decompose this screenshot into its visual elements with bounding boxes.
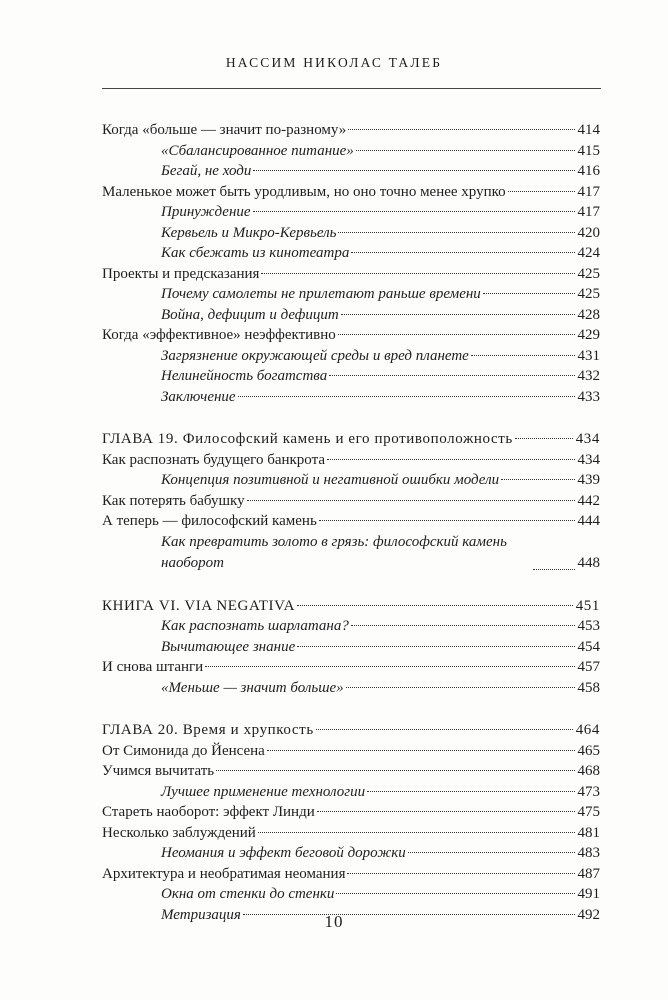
toc-entry-title: Как потерять бабушку: [102, 492, 245, 509]
dot-leader: [261, 273, 574, 274]
toc-entry-page: 434: [577, 451, 600, 468]
toc-entry-title: Метризация: [161, 906, 241, 923]
toc-entry-title: ГЛАВА 19. Философский камень и его противоположность: [102, 431, 513, 447]
toc-entry-title: Как распознать будущего банкрота: [102, 451, 326, 468]
toc-entry: [102, 264, 600, 285]
toc-entry-page: 431: [577, 347, 600, 364]
toc-subentry: [161, 305, 600, 326]
toc-entry-page: 439: [577, 472, 600, 488]
toc-entry-title: Окна от стенки до стенки: [161, 886, 335, 902]
toc-subentry: [161, 284, 600, 305]
toc-entry-title: Нелинейность богатства: [161, 368, 328, 384]
toc-entry-title: Загрязнение окружающей среды и вред планете: [161, 347, 469, 364]
dot-leader: [367, 791, 574, 792]
toc-entry-title: Заключение: [161, 388, 236, 405]
toc-entry-page: 468: [577, 763, 600, 779]
toc-entry-page: 415: [577, 142, 600, 159]
toc-subentry: [161, 223, 600, 244]
toc-entry-page: 483: [577, 845, 600, 861]
toc-entry-title: И снова штанги: [102, 659, 204, 675]
toc-entry-page: 454: [577, 638, 600, 655]
toc-entry: [102, 761, 600, 782]
dot-leader: [351, 625, 575, 626]
toc-entry: [102, 596, 600, 617]
dot-leader: [338, 334, 575, 335]
toc-entry-title: Лучшее применение технологии: [161, 783, 366, 800]
toc-entry: [102, 325, 600, 346]
toc-entry-page: 417: [577, 204, 600, 220]
toc-subentry: [161, 637, 600, 658]
toc-subentry: [161, 532, 600, 574]
toc-spacer: [0, 574, 668, 596]
toc-entry: [102, 491, 600, 512]
running-head: НАССИМ НИКОЛАС ТАЛЕБ: [225, 55, 443, 70]
toc-entry-page: 429: [577, 327, 600, 343]
toc-spacer: [0, 407, 668, 429]
toc-entry-title: Кервьель и Микро-Кервьель: [161, 224, 337, 241]
toc-group: [0, 429, 668, 574]
toc-entry-page: 433: [577, 388, 600, 405]
dot-leader: [258, 832, 575, 833]
toc-entry-title: Война, дефицит и дефицит: [161, 306, 339, 323]
toc-entry-title: Проекты и предсказания: [102, 265, 260, 282]
toc-entry-title: ГЛАВА 20. Время и хрупкость: [102, 722, 314, 738]
toc-subentry: [161, 616, 600, 637]
toc-entry-page: 425: [577, 286, 600, 302]
toc-entry-page: 434: [575, 431, 600, 447]
toc-group: [0, 596, 668, 699]
dot-leader: [336, 893, 574, 894]
toc-entry-title: Как распознать шарлатана?: [161, 618, 349, 634]
toc-entry-title: Концепция позитивной и негативной ошибки модели: [161, 472, 500, 488]
header-rule: [102, 88, 601, 89]
toc-subentry: [161, 366, 600, 387]
toc-entry-page: 420: [577, 224, 600, 241]
toc-entry-title: Неомания и эффект беговой дорожки: [161, 845, 406, 861]
dot-leader: [351, 252, 574, 253]
toc-entry-title: Стареть наоборот: эффект Линди: [102, 804, 315, 820]
toc-entry-title: Когда «больше — значит по-разному»: [102, 122, 347, 138]
toc-entry-title: «Меньше — значит больше»: [161, 679, 344, 696]
toc-entry-title: От Симонида до Йенсена: [102, 742, 265, 759]
toc-entry-title: Когда «эффективное» неэффективно: [102, 327, 336, 343]
toc-subentry: [161, 678, 600, 699]
toc-entry: [102, 657, 600, 678]
dot-leader: [508, 191, 575, 192]
dot-leader: [327, 459, 574, 460]
toc-entry-page: 442: [577, 492, 600, 509]
toc-entry-title: Как сбежать из кинотеатра: [161, 245, 350, 261]
toc-entry-page: 464: [575, 722, 600, 738]
dot-leader: [297, 646, 574, 647]
dot-leader: [319, 520, 575, 521]
page-number: 10: [324, 912, 344, 931]
toc-entry-page: 425: [577, 265, 600, 282]
toc-entry-title: КНИГА VI. VIA NEGATIVA: [102, 597, 296, 614]
dot-leader: [253, 211, 575, 212]
toc-subentry: [161, 346, 600, 367]
toc-entry-page: 417: [577, 183, 600, 200]
toc-entry-page: 444: [577, 513, 600, 529]
toc-entry-title: Архитектура и необратимая неомания: [102, 865, 346, 882]
toc-entry-page: 487: [577, 865, 600, 882]
dot-leader: [338, 232, 574, 233]
toc-entry-page: 416: [577, 163, 600, 179]
toc-entry: [102, 120, 600, 141]
toc-entry-title: Бегай, не ходи: [161, 163, 252, 179]
toc-entry-page: 457: [577, 659, 600, 675]
toc-entry-page: 492: [577, 906, 600, 923]
toc-entry-title: Принуждение: [161, 204, 251, 220]
dot-leader: [347, 873, 574, 874]
toc-subentry: [161, 161, 600, 182]
toc-entry: [102, 864, 600, 885]
toc-entry: [102, 511, 600, 532]
toc-group: [0, 120, 668, 407]
toc-entry-title: Как превратить золото в грязь: философский камень наоборот: [161, 533, 507, 571]
toc-entry-page: 473: [577, 783, 600, 800]
toc-entry-page: 458: [577, 679, 600, 696]
toc-entry-title: А теперь — философский камень: [102, 513, 317, 529]
dot-leader: [297, 605, 573, 606]
toc-entry-page: 414: [577, 122, 600, 138]
dot-leader: [346, 687, 575, 688]
toc-entry: [102, 720, 600, 741]
dot-leader: [533, 569, 575, 570]
dot-leader: [216, 770, 574, 771]
toc-entry-page: 451: [575, 597, 600, 614]
dot-leader: [501, 479, 574, 480]
dot-leader: [317, 811, 575, 812]
dot-leader: [408, 852, 575, 853]
dot-leader: [341, 314, 575, 315]
toc-entry-title: Учимся вычитать: [102, 763, 215, 779]
dot-leader: [356, 150, 575, 151]
toc-subentry: [161, 387, 600, 408]
toc-entry: [102, 741, 600, 762]
dot-leader: [253, 170, 574, 171]
dot-leader: [348, 129, 574, 130]
toc-spacer: [0, 698, 668, 720]
dot-leader: [329, 375, 574, 376]
toc-entry-page: 481: [577, 824, 600, 841]
dot-leader: [267, 750, 575, 751]
toc-subentry: [161, 470, 600, 491]
dot-leader: [515, 438, 573, 439]
toc-entry-title: Маленькое может быть уродливым, но оно точно менее хрупко: [102, 183, 506, 200]
toc-entry-page: 428: [577, 306, 600, 323]
toc-entry-page: 424: [577, 245, 600, 261]
toc-subentry: [161, 141, 600, 162]
toc-entry-title: Несколько заблуждений: [102, 824, 256, 841]
toc-subentry: [161, 884, 600, 905]
toc-entry: [102, 182, 600, 203]
dot-leader: [471, 355, 575, 356]
toc-entry-page: 491: [577, 886, 600, 902]
toc-entry-page: 432: [577, 368, 600, 384]
table-of-contents: [0, 120, 668, 925]
dot-leader: [316, 729, 573, 730]
toc-entry: [102, 802, 600, 823]
toc-entry: [102, 450, 600, 471]
toc-subentry: [161, 202, 600, 223]
toc-entry-page: 465: [577, 742, 600, 759]
toc-subentry: [161, 843, 600, 864]
toc-entry: [102, 429, 600, 450]
toc-entry-title: Почему самолеты не прилетают раньше времени: [161, 286, 481, 302]
toc-subentry: [161, 243, 600, 264]
dot-leader: [205, 666, 574, 667]
toc-group: [0, 720, 668, 925]
toc-entry-title: Вычитающее знание: [161, 638, 296, 655]
toc-entry: [102, 823, 600, 844]
toc-entry-page: 453: [577, 618, 600, 634]
toc-entry-page: 475: [577, 804, 600, 820]
toc-entry-page: 448: [577, 555, 600, 571]
dot-leader: [238, 396, 575, 397]
toc-entry-title: «Сбалансированное питание»: [161, 142, 354, 159]
dot-leader: [483, 293, 575, 294]
toc-subentry: [161, 782, 600, 803]
dot-leader: [247, 500, 575, 501]
